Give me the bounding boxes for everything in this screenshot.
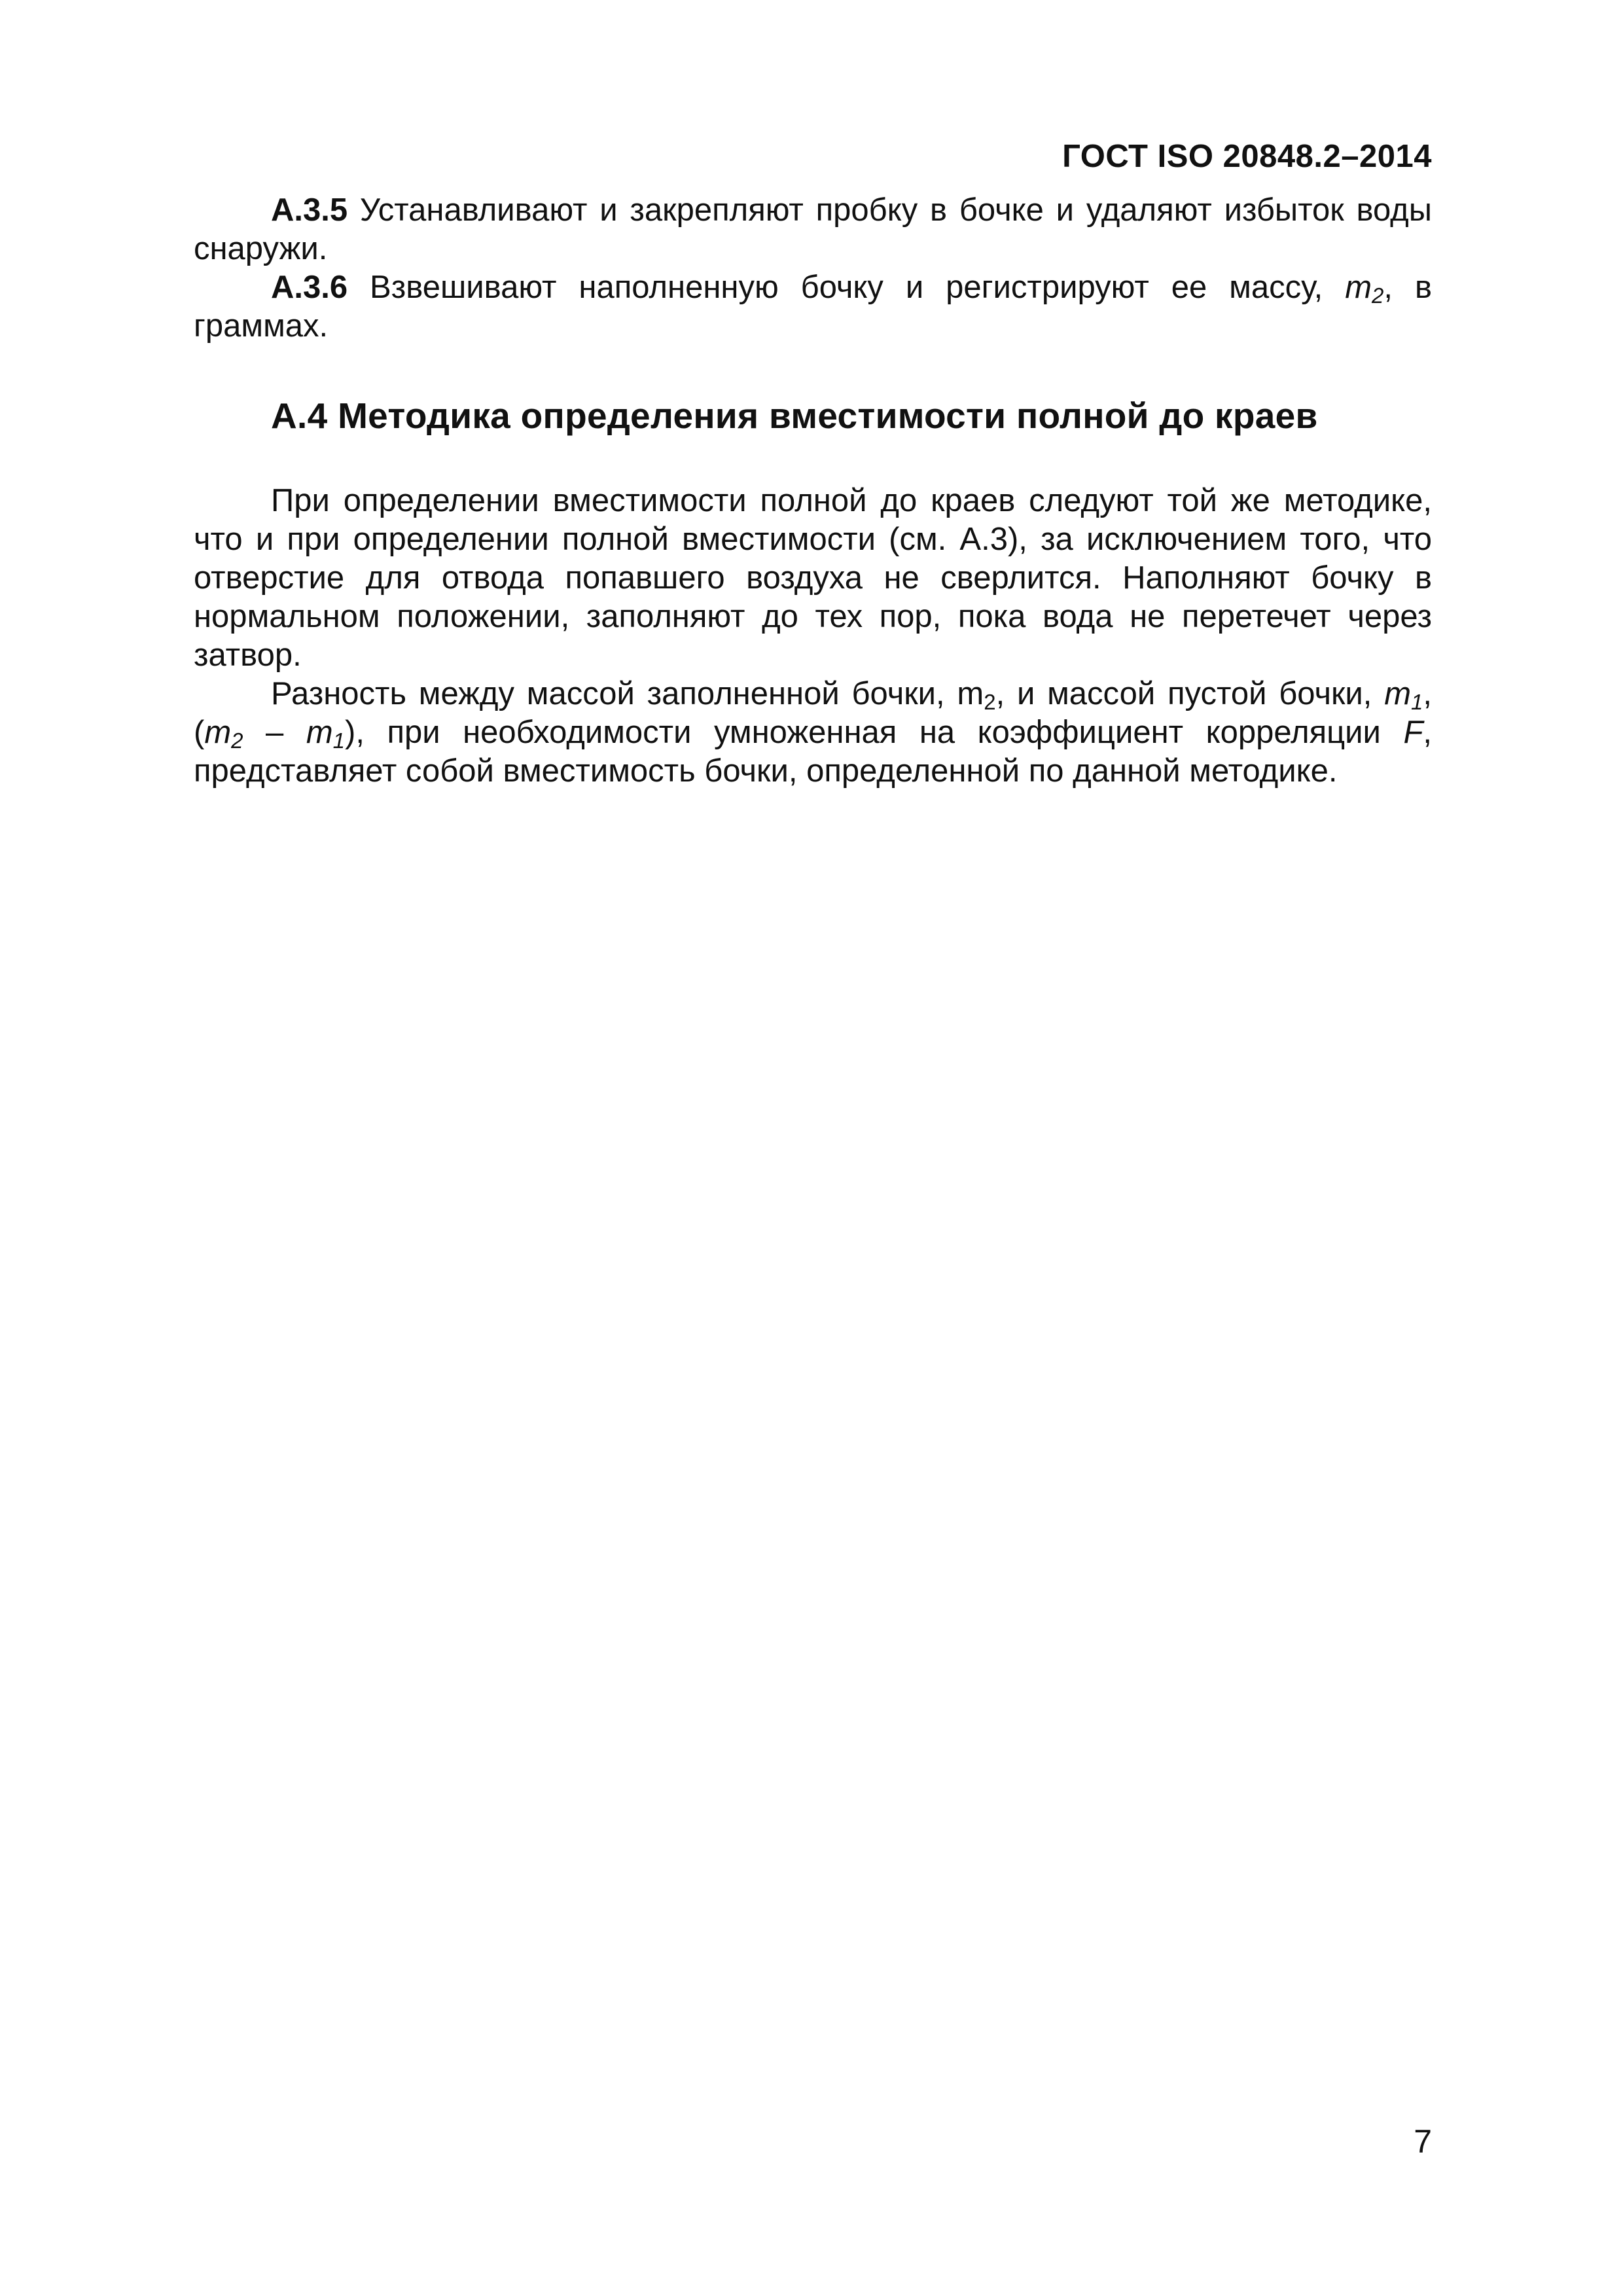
clause-a3-6 xyxy=(194,268,1432,346)
section-heading-a4: А.4 Методика определения вместимости полной до краев xyxy=(271,395,1318,436)
paragraph-text: ), при необходимости умноженная на коэффициент корреляции xyxy=(345,715,1404,750)
document-body xyxy=(194,191,1432,791)
paragraph-text: , ( xyxy=(194,676,1432,750)
symbol-subscript: 2 xyxy=(231,728,243,753)
symbol-letter: m xyxy=(957,676,984,711)
clause-text: Взвешивают наполненную бочку и регистрируют ее массу, xyxy=(348,270,1346,305)
section-a4-paragraph-2 xyxy=(194,675,1432,791)
mass-symbol xyxy=(1384,676,1423,714)
symbol-letter: m xyxy=(1384,676,1412,711)
symbol-subscript: 1 xyxy=(332,728,345,753)
symbol-letter: m xyxy=(306,715,333,750)
symbol-subscript: 1 xyxy=(1411,690,1423,714)
paragraph-text: – xyxy=(243,715,306,750)
symbol-letter: m xyxy=(204,715,232,750)
mass-symbol xyxy=(306,715,345,753)
paragraph-text: , представляет собой вместимость бочки, определенной по данной методике. xyxy=(194,715,1432,789)
mass-symbol xyxy=(204,715,243,753)
clause-text: , в граммах. xyxy=(194,270,1432,344)
section-a4-paragraph-1: При определении вместимости полной до краев следуют той же методике, что и при определении полной вместимости (см. А.3), за исключением того, что отверстие для отвода попавшего воздуха не сверлится. Наполняют бочку в нормальном положении, заполняют до тех пор, пока вода не перетечет через затвор. xyxy=(194,483,1432,673)
symbol-subscript: 2 xyxy=(984,690,996,714)
paragraph-text: , и массой пустой бочки, xyxy=(995,676,1385,711)
coefficient-symbol: F xyxy=(1403,715,1423,750)
clause-number: А.3.6 xyxy=(271,270,348,305)
standard-code-header: ГОСТ ISO 20848.2–2014 xyxy=(1062,139,1432,174)
paragraph-text: Разность между массой заполненной бочки, xyxy=(271,676,957,711)
clause-a3-5 xyxy=(194,191,1432,268)
symbol-letter: m xyxy=(1345,270,1372,305)
clause-number: А.3.5 xyxy=(271,192,348,228)
page-number: 7 xyxy=(1414,2123,1432,2160)
clause-text: Устанавливают и закрепляют пробку в бочке и удаляют избыток воды снаружи. xyxy=(194,192,1432,266)
symbol-subscript: 2 xyxy=(1372,283,1384,308)
mass-symbol xyxy=(957,676,996,714)
mass-symbol xyxy=(1345,270,1384,308)
